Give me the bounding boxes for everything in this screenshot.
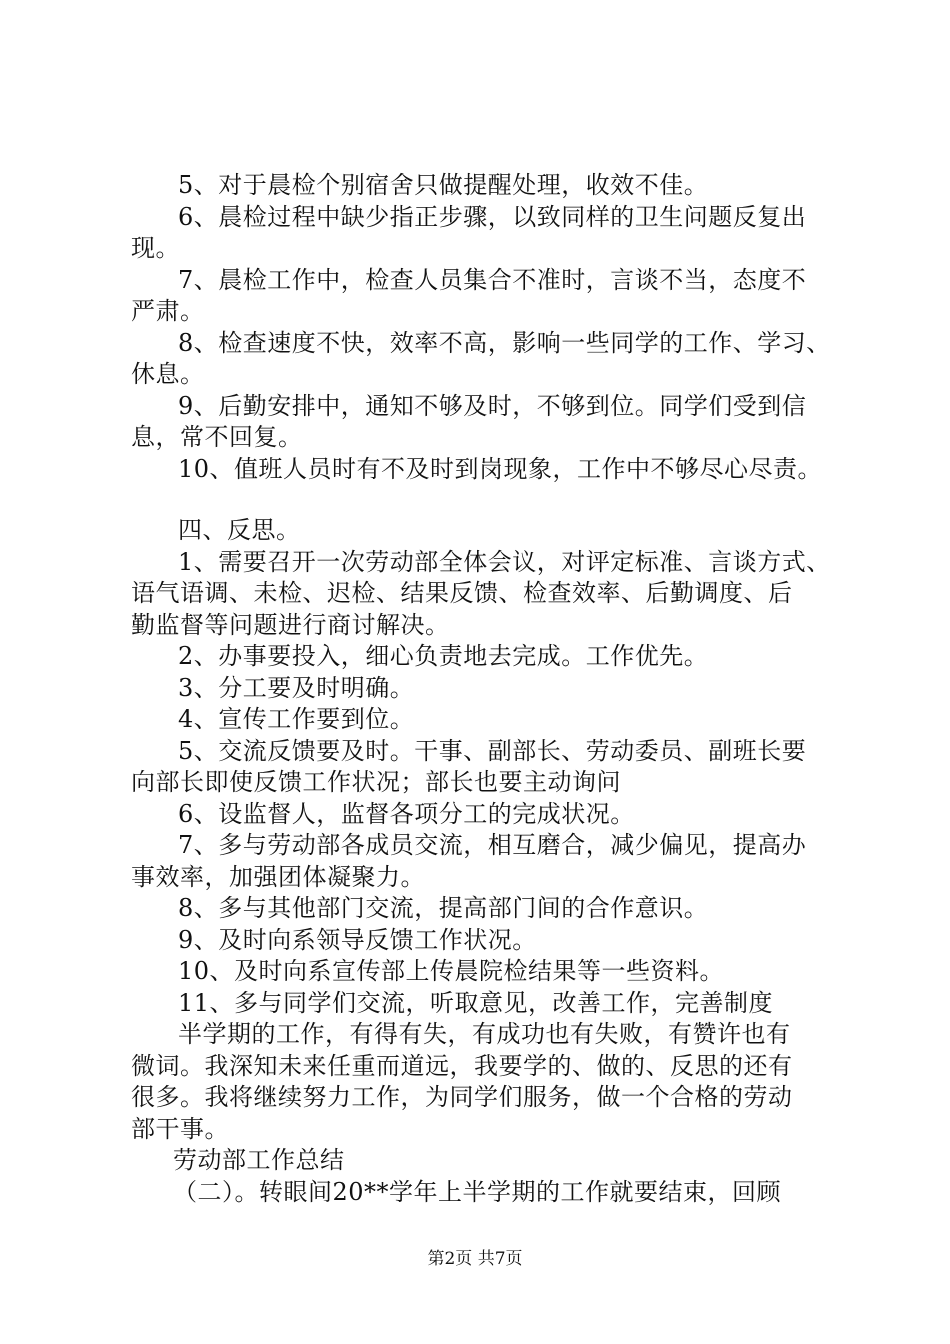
paragraph-line: 9、及时向系领导反馈工作状况。 [178,925,537,954]
paragraph-line: 部干事。 [131,1114,229,1143]
paragraph-line: 10、值班人员时有不及时到岗现象，工作中不够尽心尽责。 [178,454,823,483]
paragraph-line: 休息。 [131,360,205,388]
paragraph-line: 2、办事要投入，细心负责地去完成。工作优先。 [178,642,709,670]
paragraph-line: 5、交流反馈要及时。干事、副部长、劳动委员、副班长要 [178,736,807,765]
paragraph-line: 3、分工要及时明确。 [178,673,415,702]
paragraph-line: 8、检查速度不快，效率不高，影响一些同学的工作、学习、 [178,328,831,357]
paragraph-line: 勤监督等问题进行商讨解决。 [131,610,450,639]
paragraph-line: 10、及时向系宣传部上传晨院检结果等一些资料。 [178,957,725,985]
page-footer: 第2页 共7页 [427,1249,523,1269]
paragraph-line: 事效率，加强团体凝聚力。 [131,862,425,891]
blank-line [131,485,851,515]
paragraph-line: 6、设监督人，监督各项分工的完成状况。 [178,799,635,828]
paragraph-line: 4、宣传工作要到位。 [178,705,415,733]
paragraph-line: 6、晨检过程中缺少指正步骤，以致同样的卫生问题反复出 [178,202,807,231]
paragraph-line: （二）。转眼间20**学年上半学期的工作就要结束，回顾 [173,1177,782,1206]
paragraph-line: 1、需要召开一次劳动部全体会议，对评定标准、言谈方式、 [178,547,831,576]
paragraph-line: 7、多与劳动部各成员交流，相互磨合，减少偏见，提高办 [178,831,807,859]
paragraph-line: 严肃。 [131,297,205,325]
paragraph-line: 11、多与同学们交流，听取意见，改善工作，完善制度 [178,988,774,1017]
paragraph-line: 息，常不回复。 [131,423,303,451]
paragraph-line: 现。 [131,234,180,262]
paragraph-line: 半学期的工作，有得有失，有成功也有失败，有赞许也有 [178,1020,791,1048]
paragraph-line: 语气语调、未检、迟检、结果反馈、检查效率、后勤调度、后 [131,579,793,607]
paragraph-line: 9、后勤安排中，通知不够及时，不够到位。同学们受到信 [178,391,807,420]
paragraph-line: 很多。我将继续努力工作，为同学们服务，做一个合格的劳动 [131,1083,793,1111]
section-heading: 四、反思。 [178,516,301,544]
paragraph-line: 7、晨检工作中，检查人员集合不准时，言谈不当，态度不 [178,265,807,294]
section-title: 劳动部工作总结 [173,1146,345,1174]
paragraph-line: 向部长即使反馈工作状况；部长也要主动询问 [131,768,621,796]
document-body [131,170,851,1208]
paragraph-line: 8、多与其他部门交流，提高部门间的合作意识。 [178,894,709,922]
paragraph-line: 5、对于晨检个别宿舍只做提醒处理，收效不佳。 [178,171,709,199]
paragraph-line: 微词。我深知未来任重而道远，我要学的、做的、反思的还有 [131,1051,793,1080]
